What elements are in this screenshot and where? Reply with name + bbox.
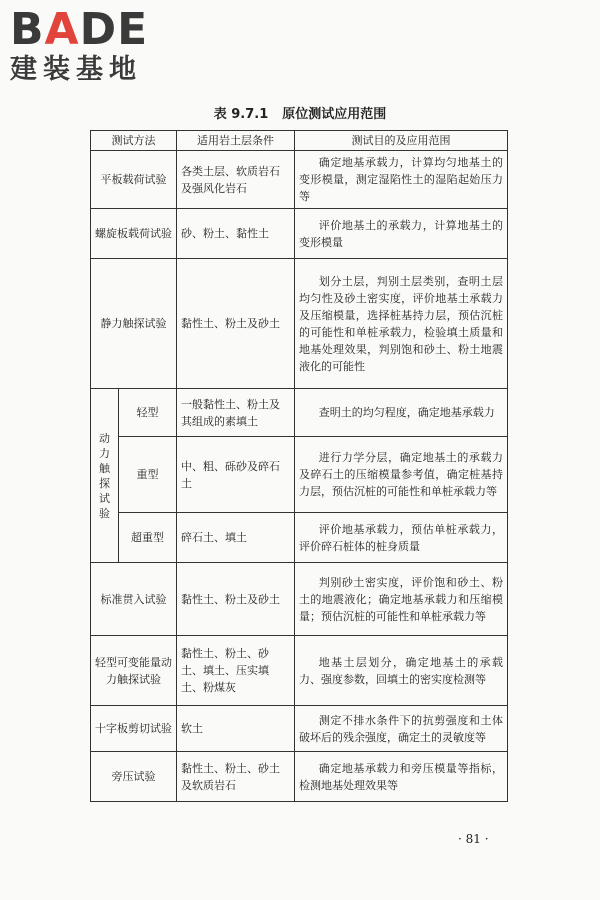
purpose-cell: 评价地基承载力，预估单桩承载力，评价碎石桩体的桩身质量 — [295, 513, 508, 563]
method-cell: 标准贯入试验 — [91, 563, 177, 636]
purpose-cell: 确定地基承载力和旁压模量等指标，检测地基处理效果等 — [295, 752, 508, 802]
table-row — [91, 209, 508, 259]
table-row — [91, 259, 508, 389]
table-row — [91, 513, 508, 563]
brand-subtitle: 建装基地 — [10, 54, 142, 85]
purpose-cell: 划分土层，判别土层类别，查明土层均匀性及砂土密实度，评价地基土承载力及压缩模量，选择桩基持力层，预估沉桩的可能性和单桩承载力，检验填土质量和地基处理效果，判别饱和砂土、粉土地震液化的可能性 — [295, 259, 508, 389]
soil-cell: 中、粗、砾砂及碎石土 — [177, 437, 295, 513]
purpose-cell: 测定不排水条件下的抗剪强度和土体破坏后的残余强度，确定土的灵敏度等 — [295, 706, 508, 752]
purpose-cell: 判别砂土密实度，评价饱和砂土、粉土的地震液化；确定地基承载力和压缩模量；预估沉桩的可能性和单桩承载力等 — [295, 563, 508, 636]
test-application-table — [90, 130, 508, 802]
purpose-cell: 确定地基承载力，计算均匀地基土的变形模量，测定湿陷性土的湿陷起始压力等 — [295, 151, 508, 209]
table-row — [91, 706, 508, 752]
table-caption — [0, 103, 600, 122]
method-cell: 十字板剪切试验 — [91, 706, 177, 752]
purpose-cell: 查明土的均匀程度，确定地基承载力 — [295, 389, 508, 437]
method-cell: 螺旋板载荷试验 — [91, 209, 177, 259]
soil-cell: 黏性土、粉土及砂土 — [177, 259, 295, 389]
method-cell: 静力触探试验 — [91, 259, 177, 389]
method-cell: 轻型 — [119, 389, 177, 437]
table-row — [91, 389, 508, 437]
group-cell: 动力触探试验 — [91, 389, 119, 563]
brand-wordmark: BADE — [10, 4, 149, 55]
soil-cell: 软土 — [177, 706, 295, 752]
table-row — [91, 437, 508, 513]
table-row — [91, 636, 508, 706]
purpose-cell: 评价地基土的承载力，计算地基土的变形模量 — [295, 209, 508, 259]
method-cell: 重型 — [119, 437, 177, 513]
table-row — [91, 151, 508, 209]
soil-cell: 一般黏性土、粉土及其组成的素填土 — [177, 389, 295, 437]
purpose-cell: 进行力学分层，确定地基土的承载力及碎石土的压缩模量参考值，确定桩基持力层，预估沉桩的可能性和单桩承载力等 — [295, 437, 508, 513]
page-number: · 81 · — [458, 832, 489, 846]
table-header-row — [91, 131, 508, 151]
table-row — [91, 752, 508, 802]
soil-cell: 碎石土、填土 — [177, 513, 295, 563]
method-cell: 平板载荷试验 — [91, 151, 177, 209]
soil-cell: 黏性土、粉土及砂土 — [177, 563, 295, 636]
soil-cell: 黏性土、粉土、砂土及软质岩石 — [177, 752, 295, 802]
header-purpose: 测试目的及应用范围 — [295, 131, 508, 151]
method-cell: 旁压试验 — [91, 752, 177, 802]
brand-logo — [10, 6, 190, 86]
header-soil: 适用岩土层条件 — [177, 131, 295, 151]
soil-cell: 黏性土、粉土、砂土、填土、压实填土、粉煤灰 — [177, 636, 295, 706]
table-row — [91, 563, 508, 636]
method-cell: 轻型可变能量动力触探试验 — [91, 636, 177, 706]
table-title: 原位测试应用范围 — [282, 107, 387, 122]
soil-cell: 砂、粉土、黏性土 — [177, 209, 295, 259]
method-cell: 超重型 — [119, 513, 177, 563]
soil-cell: 各类土层、软质岩石及强风化岩石 — [177, 151, 295, 209]
header-method: 测试方法 — [91, 131, 177, 151]
purpose-cell: 地基土层划分，确定地基土的承载力、强度参数，回填土的密实度检测等 — [295, 636, 508, 706]
table-number: 表 9.7.1 — [213, 107, 269, 122]
